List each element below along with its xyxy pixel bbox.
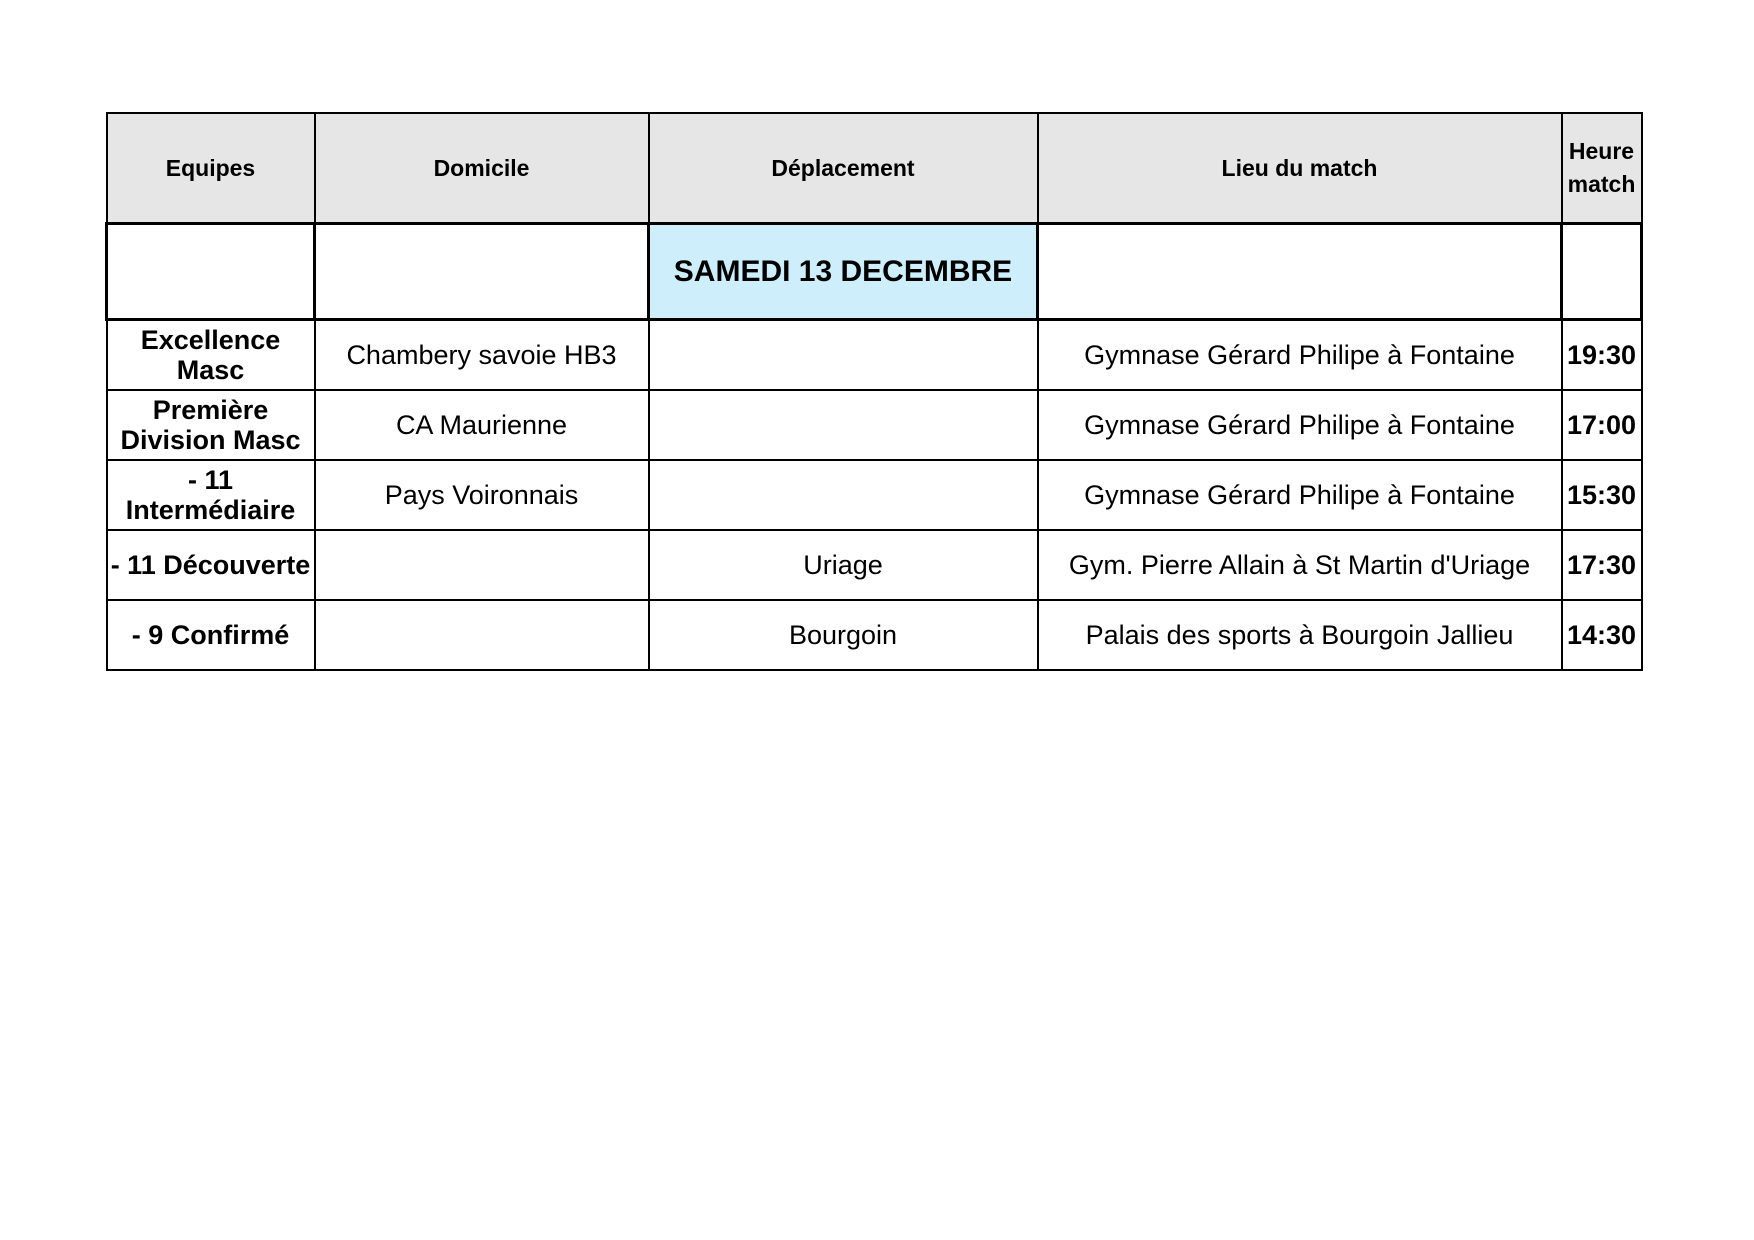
away-team-cell <box>649 460 1038 530</box>
home-team-cell <box>315 530 649 600</box>
header-time <box>1562 113 1642 224</box>
home-team-cell <box>315 600 649 670</box>
away-team-cell <box>649 390 1038 460</box>
venue-cell: Gymnase Gérard Philipe à Fontaine <box>1038 390 1562 460</box>
match-time-cell: 14:30 <box>1562 600 1642 670</box>
header-away: Déplacement <box>649 113 1038 224</box>
home-team-cell: CA Maurienne <box>315 390 649 460</box>
date-row <box>107 224 1642 320</box>
away-team-cell: Uriage <box>649 530 1038 600</box>
date-label: SAMEDI 13 DECEMBRE <box>649 224 1038 320</box>
team-cell: - 11 Découverte <box>107 530 315 600</box>
home-team-cell: Pays Voironnais <box>315 460 649 530</box>
header-time-line2: match <box>1567 171 1636 197</box>
match-row <box>107 600 1642 670</box>
match-schedule-table <box>105 112 1643 671</box>
away-team-cell <box>649 320 1038 391</box>
team-cell: Première Division Masc <box>107 390 315 460</box>
match-row <box>107 460 1642 530</box>
date-row-empty-cell <box>107 224 315 320</box>
team-cell: - 11 Intermédiaire <box>107 460 315 530</box>
header-venue: Lieu du match <box>1038 113 1562 224</box>
match-time-cell: 15:30 <box>1562 460 1642 530</box>
away-team-cell: Bourgoin <box>649 600 1038 670</box>
match-time-cell: 19:30 <box>1562 320 1642 391</box>
header-row <box>107 113 1642 224</box>
match-row <box>107 530 1642 600</box>
team-cell: - 9 Confirmé <box>107 600 315 670</box>
match-time-cell: 17:30 <box>1562 530 1642 600</box>
match-row <box>107 390 1642 460</box>
header-teams: Equipes <box>107 113 315 224</box>
venue-cell: Palais des sports à Bourgoin Jallieu <box>1038 600 1562 670</box>
venue-cell: Gymnase Gérard Philipe à Fontaine <box>1038 320 1562 391</box>
match-row <box>107 320 1642 391</box>
match-time-cell: 17:00 <box>1562 390 1642 460</box>
venue-cell: Gym. Pierre Allain à St Martin d'Uriage <box>1038 530 1562 600</box>
header-home: Domicile <box>315 113 649 224</box>
header-time-line1: Heure <box>1568 138 1635 164</box>
date-row-empty-cell <box>1562 224 1642 320</box>
date-row-empty-cell <box>315 224 649 320</box>
home-team-cell: Chambery savoie HB3 <box>315 320 649 391</box>
team-cell: Excellence Masc <box>107 320 315 391</box>
venue-cell: Gymnase Gérard Philipe à Fontaine <box>1038 460 1562 530</box>
date-row-empty-cell <box>1038 224 1562 320</box>
